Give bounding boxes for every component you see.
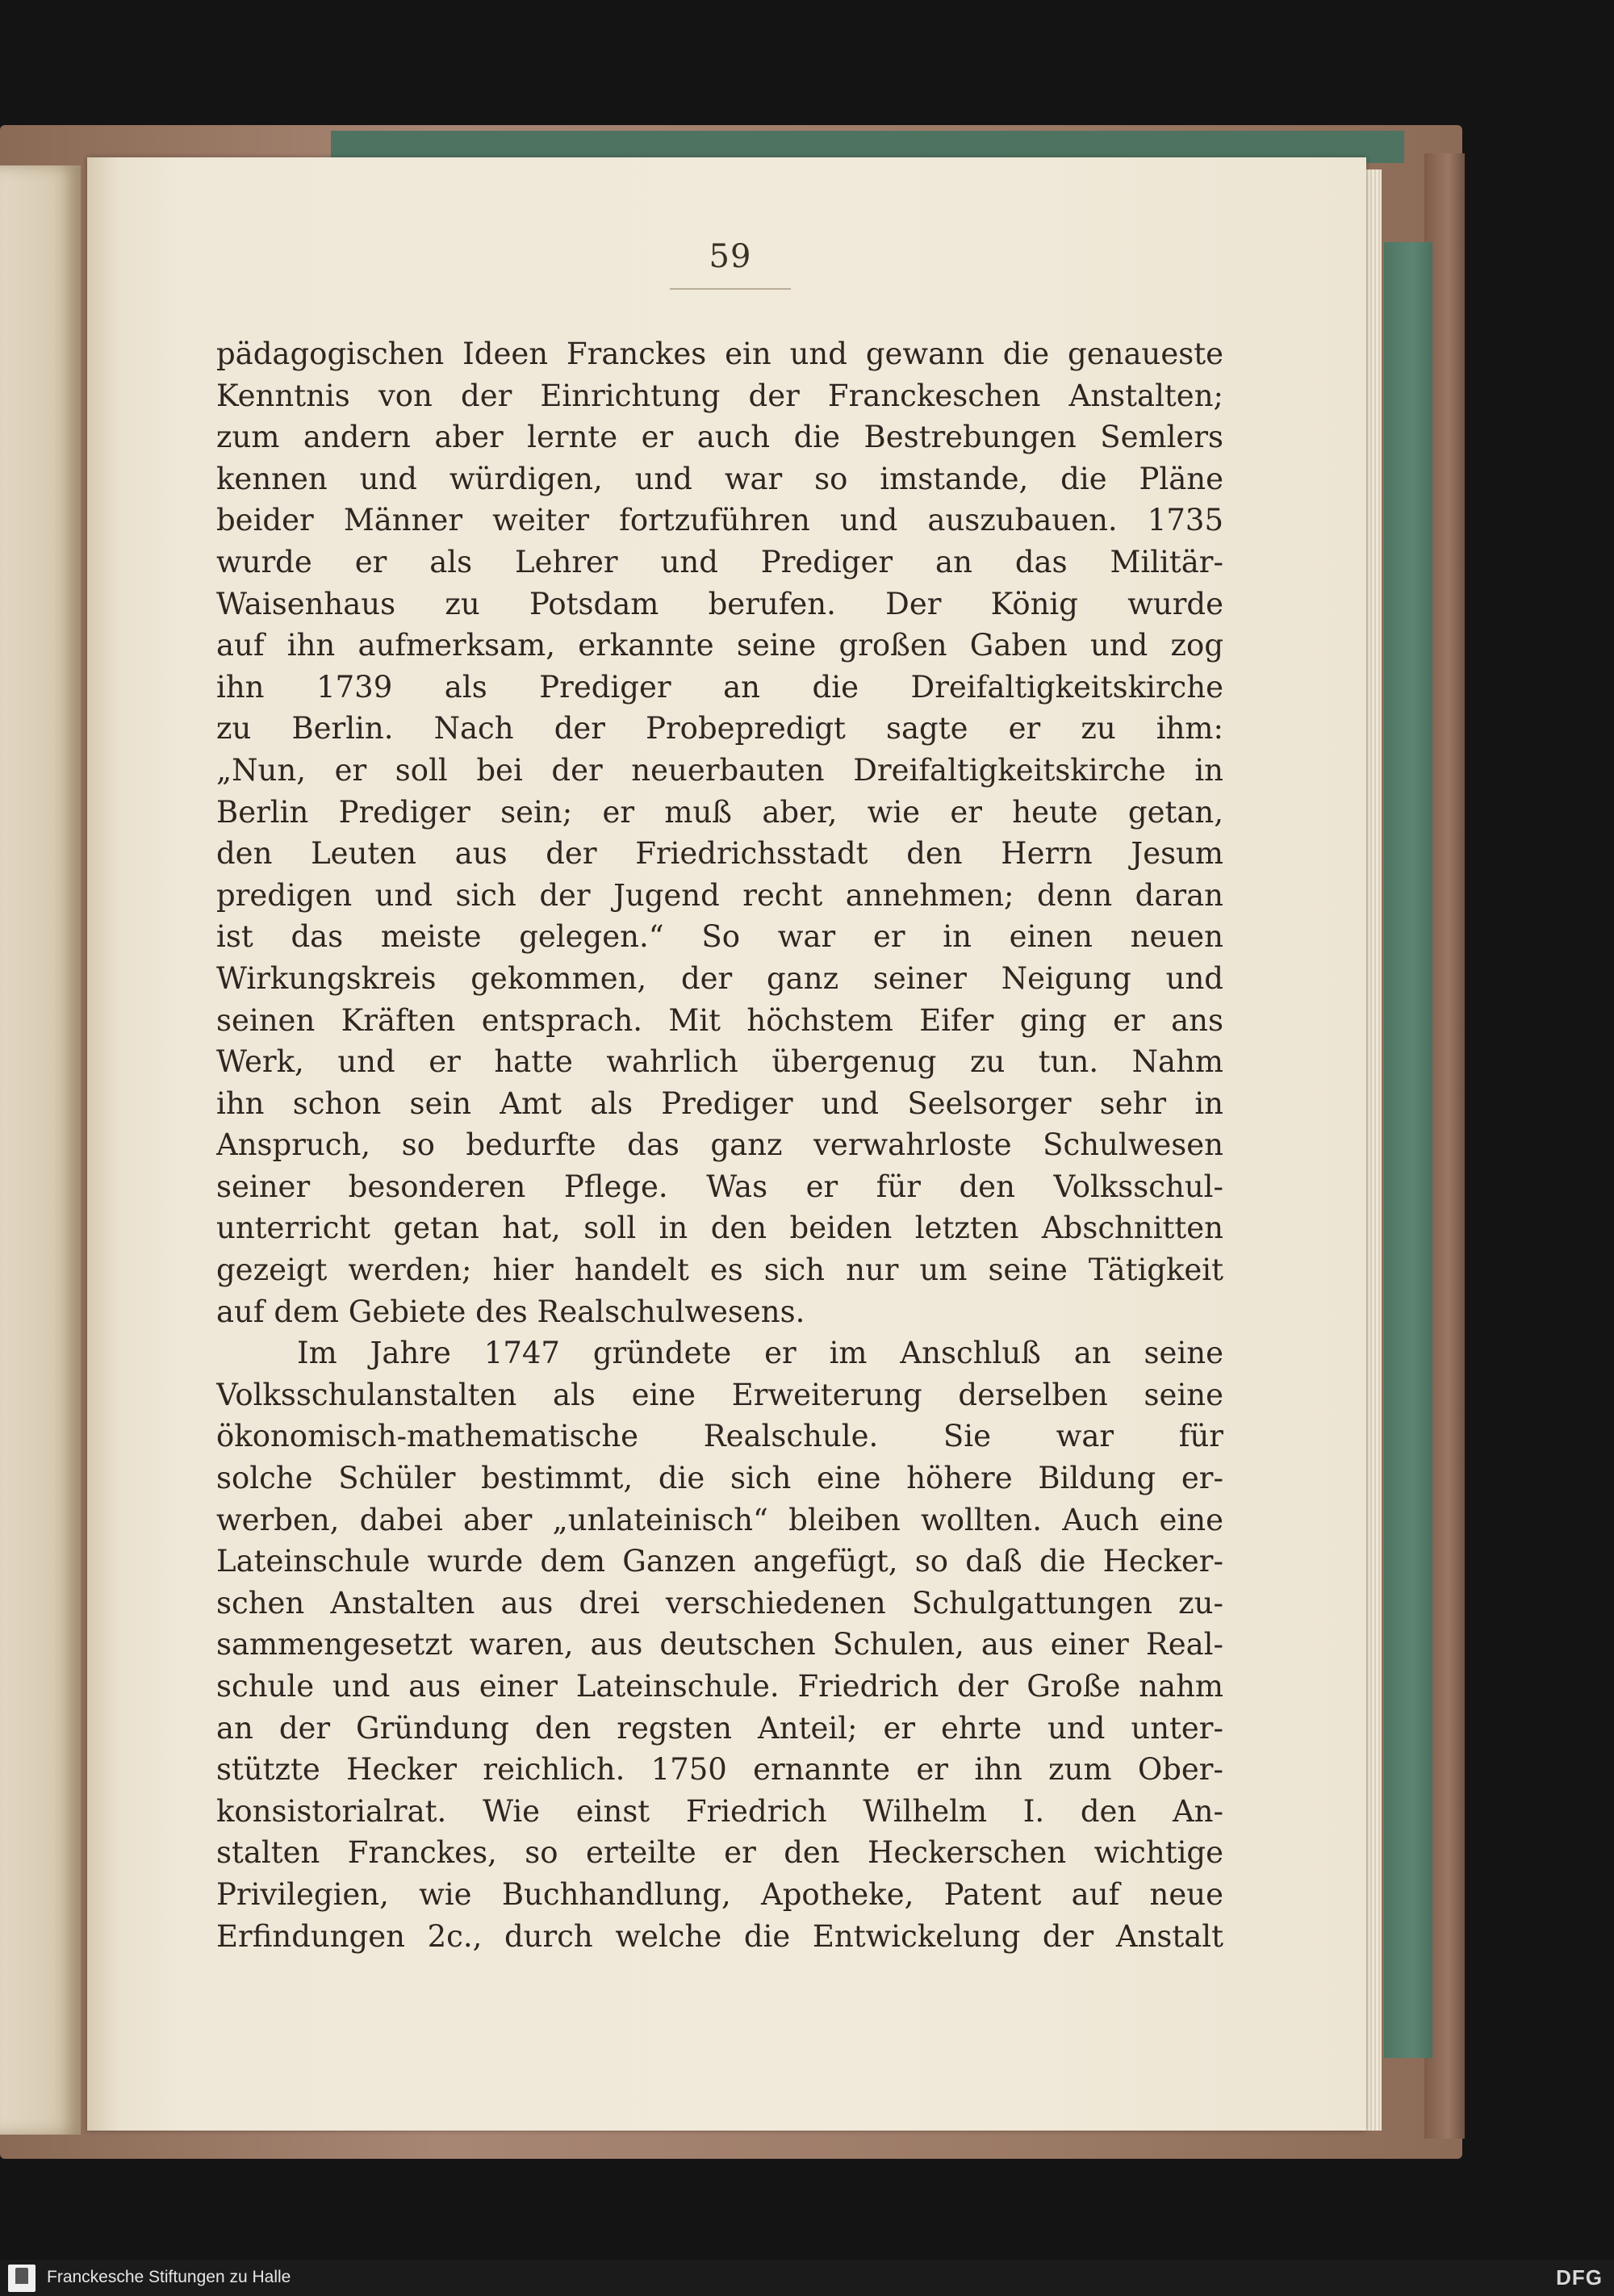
footer-bar (0, 2260, 1614, 2296)
text-line: Werk, und er hatte wahrlich übergenug zu tun. Nahm (216, 1044, 1223, 1080)
text-line: seinen Kräften entsprach. Mit höchstem Eifer ging er ans (216, 1002, 1223, 1038)
text-line: beider Männer weiter fortzuführen und auszubauen. 1735 (216, 503, 1223, 538)
facing-page (0, 165, 81, 2135)
text-line: schen Anstalten aus drei verschiedenen Schulgattungen zu- (216, 1585, 1223, 1621)
text-line: Volksschulanstalten als eine Erweiterung derselben seine (216, 1377, 1223, 1412)
text-line: Im Jahre 1747 gründete er im Anschluß an seine (297, 1336, 1223, 1371)
text-line: an der Gründung den regsten Anteil; er ehrte und unter- (216, 1710, 1223, 1746)
text-line: stalten Franckes, so erteilte er den Heckerschen wichtige (216, 1835, 1223, 1871)
text-line: ihn 1739 als Prediger an die Dreifaltigkeitskirche (216, 669, 1223, 705)
text-line: Privilegien, wie Buchhandlung, Apotheke, Patent auf neue (216, 1876, 1223, 1912)
text-line: Wirkungskreis gekommen, der ganz seiner Neigung und (216, 960, 1223, 996)
text-line: gezeigt werden; hier handelt es sich nur um seine Tätigkeit (216, 1253, 1223, 1288)
text-line: stützte Hecker reichlich. 1750 ernannte er ihn zum Ober- (216, 1752, 1223, 1788)
text-line: auf dem Gebiete des Realschulwesens. (216, 1294, 805, 1329)
body-text (216, 333, 1223, 1957)
footer-institution-label: Franckesche Stiftungen zu Halle (47, 2268, 291, 2286)
dfg-logo[interactable]: DFG (1556, 2265, 1603, 2290)
text-line: Anspruch, so bedurfte das ganz verwahrloste Schulwesen (216, 1127, 1223, 1163)
text-line: unterricht getan hat, soll in den beiden letzten Abschnitten (216, 1211, 1223, 1246)
text-line: ist das meiste gelegen.“ So war er in einen neuen (216, 919, 1223, 955)
text-line: wurde er als Lehrer und Prediger an das Militär- (216, 544, 1223, 579)
text-line: Erfindungen 2c., durch welche die Entwickelung der Anstalt (216, 1918, 1223, 1954)
text-line: solche Schüler bestimmt, die sich eine höhere Bildung er- (216, 1461, 1223, 1496)
text-line: konsistorialrat. Wie einst Friedrich Wilhelm I. den An- (216, 1793, 1223, 1829)
text-line: seiner besonderen Pflege. Was er für den Volksschul- (216, 1169, 1223, 1204)
text-line: „Nun, er soll bei der neuerbauten Dreifaltigkeitskirche in (216, 752, 1223, 788)
text-line: ökonomisch-mathematische Realschule. Sie war für (216, 1419, 1223, 1454)
text-line: schule und aus einer Lateinschule. Friedrich der Große nahm (216, 1669, 1223, 1704)
foundation-logo-icon[interactable] (8, 2265, 36, 2292)
text-line: pädagogischen Ideen Franckes ein und gewann die genaueste (216, 337, 1223, 371)
text-line: Berlin Prediger sein; er muß aber, wie er heute getan, (216, 794, 1223, 830)
text-line: sammengesetzt waren, aus deutschen Schulen, aus einer Real- (216, 1627, 1223, 1662)
page-number: 59 (709, 238, 752, 275)
text-line: Waisenhaus zu Potsdam berufen. Der König wurde (216, 586, 1223, 621)
text-line: den Leuten aus der Friedrichsstadt den Herrn Jesum (216, 836, 1223, 872)
text-line: werben, dabei aber „unlateinisch“ bleiben wollten. Auch eine (216, 1502, 1223, 1537)
page-number-rule (670, 288, 791, 290)
text-line: Kenntnis von der Einrichtung der Franckeschen Anstalten; (216, 378, 1223, 413)
text-line: ihn schon sein Amt als Prediger und Seelsorger sehr in (216, 1085, 1223, 1121)
book-cover-green-right (1384, 242, 1432, 2058)
text-line: zu Berlin. Nach der Probepredigt sagte er zu ihm: (216, 711, 1223, 747)
text-line: Lateinschule wurde dem Ganzen angefügt, so daß die Hecker- (216, 1544, 1223, 1579)
text-line: auf ihn aufmerksam, erkannte seine großen Gaben und zog (216, 628, 1223, 663)
text-line: kennen und würdigen, und war so imstande, die Pläne (216, 461, 1223, 496)
text-line: zum andern aber lernte er auch die Bestrebungen Semlers (216, 420, 1223, 455)
text-line: predigen und sich der Jugend recht annehmen; denn daran (216, 877, 1223, 913)
